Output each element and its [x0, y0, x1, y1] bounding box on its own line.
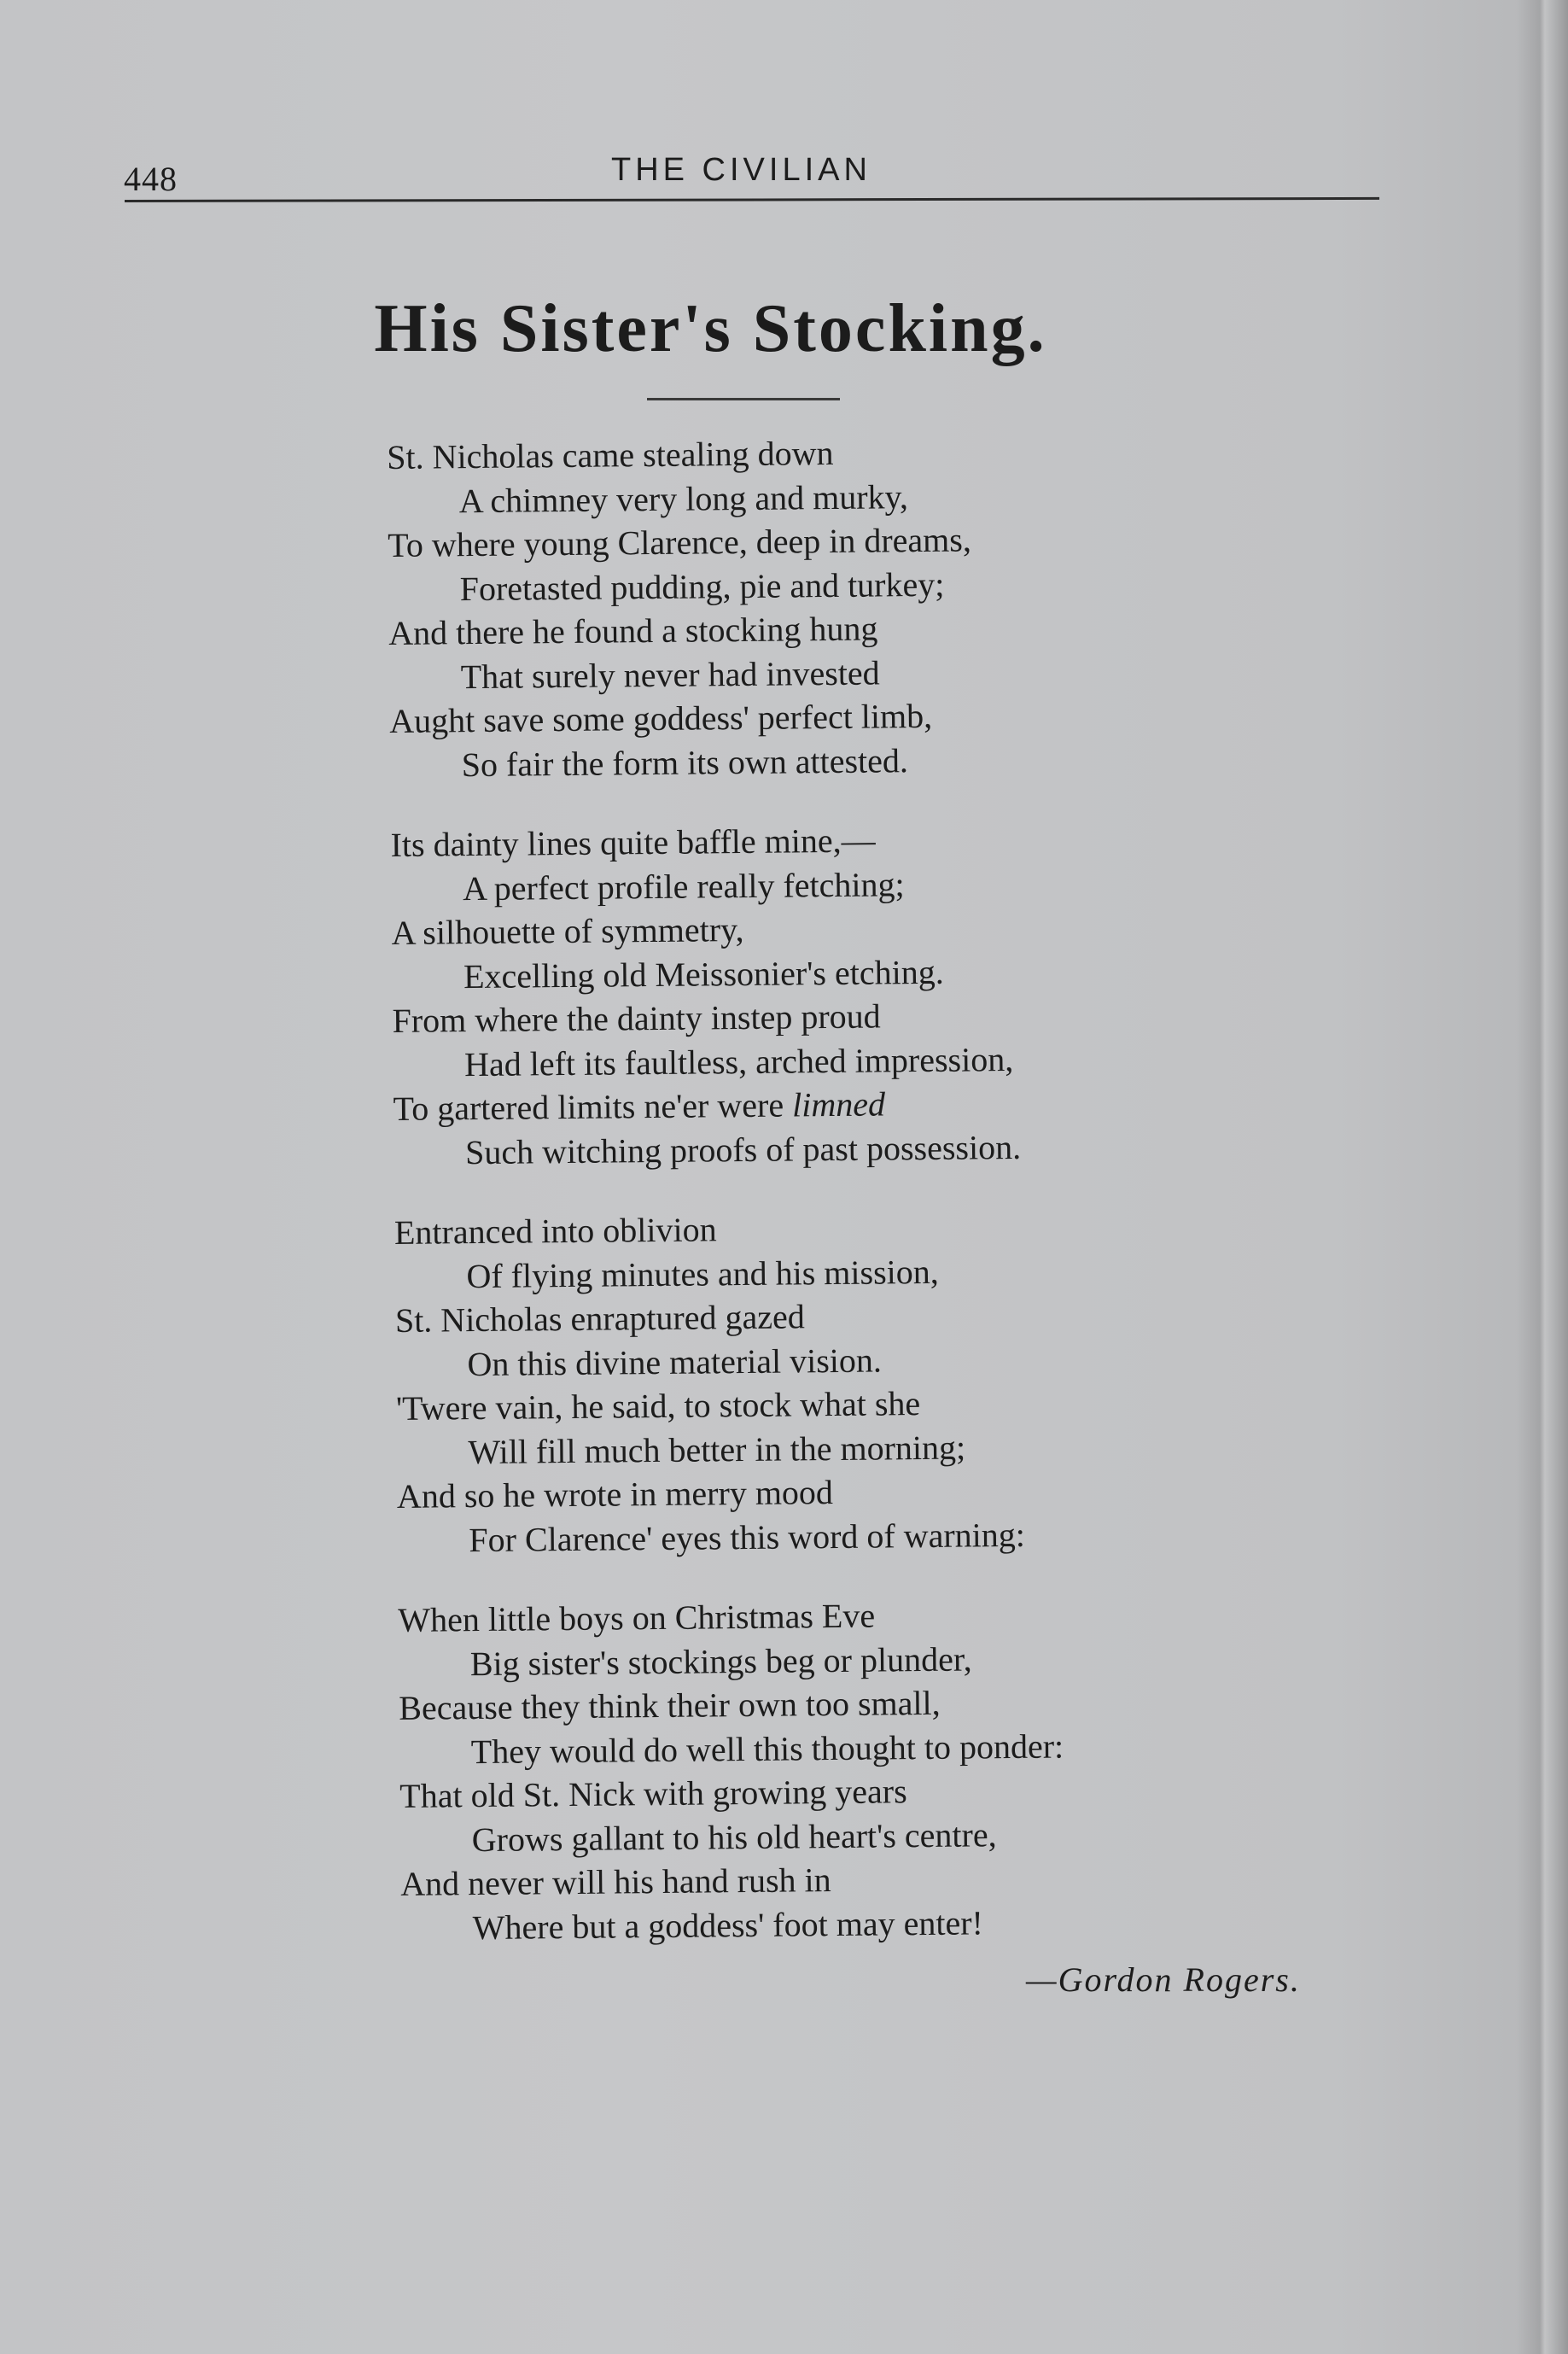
header-rule	[125, 197, 1379, 202]
poem-line: From where the dainty instep proud	[392, 996, 881, 1040]
poem-line: Aught save some goddess' perfect limb,	[388, 696, 933, 740]
poem-line: Had left its faultless, arched impression,	[463, 1039, 1014, 1084]
stanza-4	[398, 1589, 1383, 1950]
poem-line: And so he wrote in merry mood	[396, 1473, 834, 1516]
poem-line: They would do well this thought to ponder:	[470, 1726, 1064, 1771]
poem-line: Of flying minutes and his mission,	[466, 1252, 939, 1295]
poem-line: On this divine material vision.	[467, 1340, 883, 1383]
poem-line: Entranced into oblivion	[393, 1210, 717, 1252]
poem-line: A perfect profile really fetching;	[462, 864, 905, 908]
poem-line: 'Twere vain, he said, to stock what she	[395, 1384, 921, 1428]
poem-line: That old St. Nick with growing years	[399, 1772, 907, 1815]
poem-line: To where young Clarence, deep in dreams,	[388, 520, 972, 564]
poem-line: Its dainty lines quite baffle mine,—	[390, 821, 876, 864]
poem-line-text: To gartered limits ne'er were	[393, 1085, 793, 1128]
running-title: THE CIVILIAN	[611, 152, 871, 188]
poem-line: Will fill much better in the morning;	[468, 1428, 966, 1471]
poem-line: Such witching proofs of past possession.	[464, 1127, 1022, 1171]
poem-line: A silhouette of symmetry,	[391, 910, 744, 952]
poem-line: Excelling old Meissonier's etching.	[463, 952, 944, 996]
poem-line: St. Nicholas enraptured gazed	[394, 1297, 805, 1340]
poem-line: Big sister's stockings beg or plunder,	[469, 1638, 972, 1683]
italic-word: limned	[791, 1084, 886, 1124]
poem-line: A chimney very long and murky,	[458, 476, 909, 520]
poem-title: His Sister's Stocking.	[374, 291, 1047, 366]
stanza-3	[394, 1201, 1379, 1563]
poem-line: St. Nicholas came stealing down	[387, 433, 834, 476]
author-signature: —Gordon Rogers.	[1026, 1960, 1301, 1999]
poem-line: Where but a goddess' foot may enter!	[472, 1902, 984, 1947]
binding-edge	[1517, 0, 1568, 2354]
poem-line: That surely never had invested	[460, 652, 880, 696]
title-rule	[647, 398, 840, 400]
poem-line: When little boys on Christmas Eve	[398, 1596, 876, 1639]
poem-line: Grows gallant to his old heart's centre,	[471, 1814, 997, 1859]
poem-line: Foretasted pudding, pie and turkey;	[459, 564, 945, 608]
poem-line: So fair the form its own attested.	[461, 740, 909, 784]
poem-line: And there he found a stocking hung	[388, 609, 878, 652]
page-number: 448	[124, 160, 178, 198]
poem-line: Because they think their own too small,	[399, 1683, 941, 1727]
stanza-2	[390, 814, 1375, 1175]
poem-body	[387, 426, 1383, 1986]
stanza-1	[387, 426, 1372, 787]
poem-line: For Clarence' eyes this word of warning:	[469, 1515, 1026, 1559]
poem-line: And never will his hand rush in	[400, 1860, 831, 1903]
